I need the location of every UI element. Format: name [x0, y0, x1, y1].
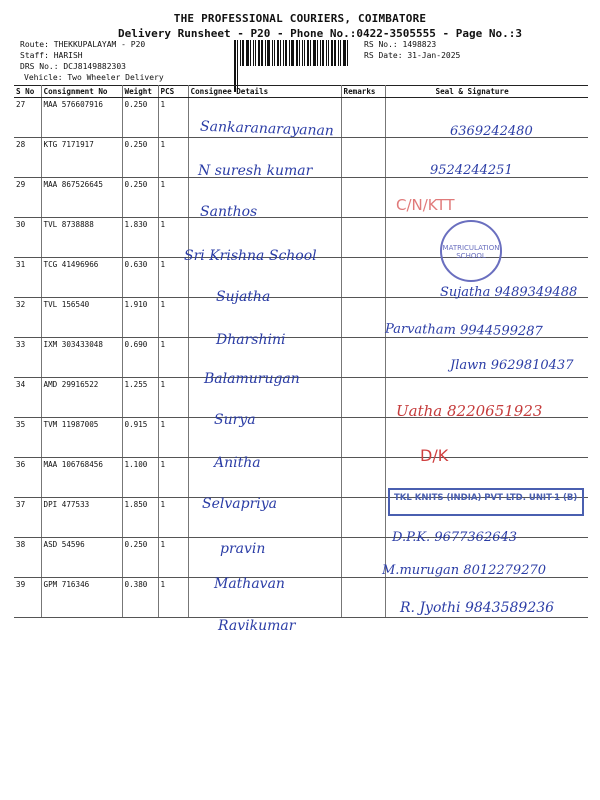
cell-pcs: 1 [158, 258, 188, 298]
table-row [14, 178, 588, 218]
handwritten-name: N suresh kumar [198, 163, 313, 179]
col-header-pcs: PCS [158, 86, 188, 98]
cell-pcs: 1 [158, 498, 188, 538]
barcode-bar [253, 40, 254, 66]
handwritten-name: pravin [220, 541, 266, 557]
cell-pcs: 1 [158, 458, 188, 498]
cell-consignment-no: TVM 11987005 [41, 418, 122, 458]
vehicle-label: Vehicle: Two Wheeler Delivery [24, 73, 164, 82]
handwritten-signature: Jlawn 9629810437 [450, 358, 574, 373]
cell-weight: 0.250 [122, 538, 158, 578]
barcode-image [234, 40, 352, 66]
handwritten-name: Selvapriya [202, 496, 277, 512]
barcode-bar [277, 40, 279, 66]
cell-sno: 37 [14, 498, 41, 538]
barcode-bar [340, 40, 341, 66]
cell-consignment-no: AMD 29916522 [41, 378, 122, 418]
runsheet-subtitle: Delivery Runsheet - P20 - Phone No.:0422-3505555 - Page No.:3 [118, 27, 522, 40]
cell-weight: 1.255 [122, 378, 158, 418]
cell-consignee-details [188, 418, 341, 458]
cell-consignment-no: KTG 7171917 [41, 138, 122, 178]
col-header-remarks: Remarks [341, 86, 385, 98]
cell-pcs: 1 [158, 138, 188, 178]
cell-pcs: 1 [158, 338, 188, 378]
cell-weight: 1.910 [122, 298, 158, 338]
cell-pcs: 1 [158, 538, 188, 578]
barcode-bar [317, 40, 318, 66]
cell-remarks [341, 378, 385, 418]
cell-remarks [341, 418, 385, 458]
col-header-weight: Weight [122, 86, 158, 98]
cell-seal-signature [385, 418, 588, 458]
handwritten-name: Surya [214, 412, 256, 428]
route-label: Route: THEKKUPALAYAM - P20 [20, 40, 146, 49]
barcode-bar [265, 40, 266, 66]
cell-pcs: 1 [158, 418, 188, 458]
cell-weight: 1.830 [122, 218, 158, 258]
cell-sno: 36 [14, 458, 41, 498]
cell-pcs: 1 [158, 178, 188, 218]
cell-consignment-no: DPI 477533 [41, 498, 122, 538]
drs-number: DRS No.: DCJ8149882303 [20, 62, 126, 71]
barcode-bar [280, 40, 281, 66]
barcode-bar [296, 40, 298, 66]
cell-remarks [341, 458, 385, 498]
cell-sno: 31 [14, 258, 41, 298]
cell-remarks [341, 258, 385, 298]
barcode-bar [313, 40, 316, 66]
col-header-consignee: Consignee Details [188, 86, 341, 98]
handwritten-signature: 9524244251 [430, 163, 513, 178]
cell-pcs: 1 [158, 98, 188, 138]
handwritten-name: Santhos [200, 204, 258, 220]
handwritten-name: Anitha [214, 455, 261, 471]
cell-remarks [341, 298, 385, 338]
cell-weight: 0.915 [122, 418, 158, 458]
table-header-row [14, 86, 588, 98]
barcode-bar [343, 40, 346, 66]
handwritten-name: Sri Krishna School [184, 248, 317, 264]
company-seal: TKL KNITS (INDIA) PVT LTD. UNIT-1 (B) [388, 488, 584, 516]
barcode-bar [302, 40, 303, 66]
handwritten-name: Balamurugan [204, 371, 300, 387]
barcode-bar [261, 40, 263, 66]
company-title: THE PROFESSIONAL COURIERS, COIMBATORE [173, 12, 427, 25]
cell-sno: 32 [14, 298, 41, 338]
col-header-sno: S No [14, 86, 41, 98]
handwritten-signature: Uatha 8220651923 [396, 402, 543, 420]
barcode-bar [299, 40, 300, 66]
remarks-stamp: D/K [420, 446, 449, 465]
barcode-bar [291, 40, 294, 66]
cell-remarks [341, 98, 385, 138]
cell-sno: 34 [14, 378, 41, 418]
barcode-bar [250, 40, 251, 66]
cell-sno: 35 [14, 418, 41, 458]
cell-consignment-no: ASD 54596 [41, 538, 122, 578]
cell-weight: 0.380 [122, 578, 158, 618]
cell-pcs: 1 [158, 298, 188, 338]
handwritten-name: Ravikumar [218, 618, 296, 634]
barcode-bar [234, 40, 236, 66]
cell-sno: 38 [14, 538, 41, 578]
col-header-signature: Seal & Signature [385, 86, 588, 98]
barcode-bar [246, 40, 249, 66]
cell-remarks [341, 338, 385, 378]
cell-remarks [341, 138, 385, 178]
cell-sno: 28 [14, 138, 41, 178]
rs-date: RS Date: 31-Jan-2025 [364, 51, 461, 60]
handwritten-name: Sujatha [216, 289, 271, 305]
cell-weight: 0.630 [122, 258, 158, 298]
cell-consignment-no: TCG 41496966 [41, 258, 122, 298]
cell-remarks [341, 178, 385, 218]
table-row [14, 418, 588, 458]
cell-consignment-no: IXM 303433048 [41, 338, 122, 378]
barcode-bar [326, 40, 327, 66]
barcode-bar [322, 40, 324, 66]
cell-weight: 0.250 [122, 138, 158, 178]
cell-sno: 30 [14, 218, 41, 258]
cell-consignment-no: MAA 106768456 [41, 458, 122, 498]
barcode-bar [331, 40, 333, 66]
handwritten-signature: D.P.K. 9677362643 [392, 530, 518, 545]
barcode-bar [310, 40, 311, 66]
barcode-bar [272, 40, 273, 66]
cell-weight: 1.100 [122, 458, 158, 498]
handwritten-signature: R. Jyothi 9843589236 [400, 600, 555, 616]
cell-consignee-details [188, 458, 341, 498]
cell-consignment-no: TVL 156540 [41, 298, 122, 338]
handwritten-name: Dharshini [216, 332, 286, 348]
barcode-bar [267, 40, 270, 66]
barcode-bar [304, 40, 305, 66]
barcode-bar [237, 40, 238, 66]
cell-sno: 29 [14, 178, 41, 218]
cell-consignment-no: GPM 716346 [41, 578, 122, 618]
staff-label: Staff: HARISH [20, 51, 83, 60]
handwritten-signature: Sujatha 9489349488 [440, 285, 578, 300]
school-seal: MATRICULATION SCHOOL [440, 220, 502, 282]
barcode-bar [255, 40, 256, 66]
cell-pcs: 1 [158, 218, 188, 258]
barcode-bar [338, 40, 339, 66]
handwritten-name: Mathavan [214, 576, 285, 592]
cell-remarks [341, 578, 385, 618]
cell-pcs: 1 [158, 578, 188, 618]
cell-consignment-no: MAA 576607916 [41, 98, 122, 138]
barcode-bar [320, 40, 321, 66]
barcode-bar [283, 40, 284, 66]
cell-sno: 39 [14, 578, 41, 618]
barcode-bar [274, 40, 275, 66]
handwritten-signature: Parvatham 9944599287 [384, 321, 543, 340]
barcode-bar [285, 40, 287, 66]
cell-weight: 1.850 [122, 498, 158, 538]
cell-consignment-no: MAA 867526645 [41, 178, 122, 218]
cell-weight: 0.250 [122, 98, 158, 138]
rs-number: RS No.: 1498823 [364, 40, 437, 49]
cell-remarks [341, 218, 385, 258]
remarks-stamp: C/N/KTT [396, 196, 455, 214]
barcode-bar [289, 40, 290, 66]
barcode-bar [258, 40, 260, 66]
cell-weight: 0.690 [122, 338, 158, 378]
cell-remarks [341, 538, 385, 578]
cell-weight: 0.250 [122, 178, 158, 218]
handwritten-signature: 6369242480 [450, 124, 533, 139]
cell-sno: 33 [14, 338, 41, 378]
barcode-bar [242, 40, 244, 66]
col-header-consignment: Consignment No [41, 86, 122, 98]
cell-consignment-no: TVL 8738888 [41, 218, 122, 258]
barcode-bar [307, 40, 309, 66]
barcode-bar [240, 40, 241, 66]
handwritten-name: Sankaranarayanan [199, 118, 335, 140]
handwritten-signature: M.murugan 8012279270 [382, 563, 547, 578]
barcode-bar [347, 40, 348, 66]
cell-sno: 27 [14, 98, 41, 138]
cell-remarks [341, 498, 385, 538]
barcode-bar [334, 40, 336, 66]
cell-pcs: 1 [158, 378, 188, 418]
barcode-bar [328, 40, 329, 66]
